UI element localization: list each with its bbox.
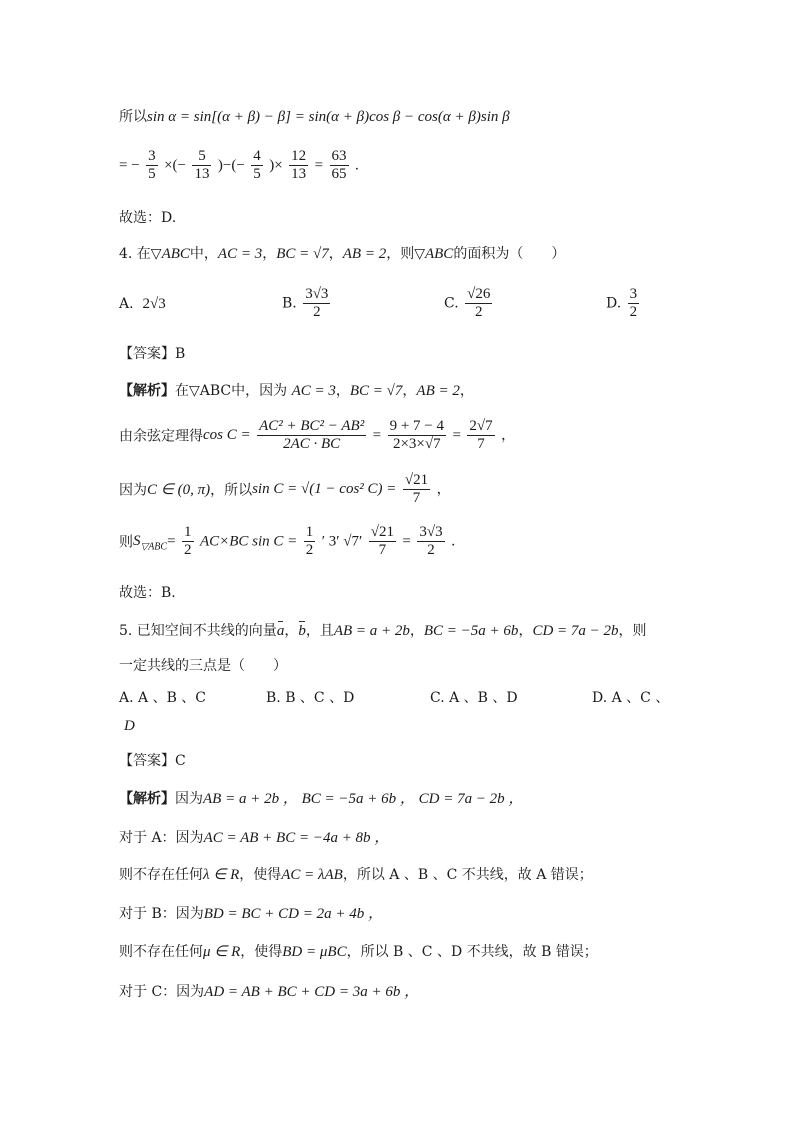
op: ×(− — [164, 157, 186, 174]
op: )−(− — [217, 157, 245, 174]
q5-option-d[interactable]: D. A 、C 、 — [592, 690, 670, 706]
op: . — [354, 157, 359, 174]
line-computation — [119, 148, 359, 183]
q4-option-a[interactable]: A. 2√3 — [119, 296, 166, 312]
q4-option-c[interactable]: C. $\frac{√26}{2}$ — [444, 286, 491, 320]
analysis-5-line1: 【解析】因为AB = a + 2b ， BC = −5a + 6b ， CD = 7a − 2b ， — [119, 791, 524, 807]
question-5-cont: 一定共线的三点是（ ） — [119, 658, 287, 674]
q4-option-d[interactable]: D. $\frac{3}{2}$ — [606, 286, 638, 320]
text: 所以 — [119, 109, 147, 125]
q4-option-b[interactable]: B. $\frac{3√3}{2}$ — [282, 286, 329, 320]
conclusion-b: 故选：B. — [119, 585, 176, 601]
fraction: $\frac{5}{13}$ — [194, 148, 210, 182]
answer-5: 【答案】C — [119, 753, 186, 769]
analysis-5-option-a-result: 则不存在任何λ ∈ R，使得AC = λAB，所以 A 、B 、C 不共线，故 A 错误； — [119, 867, 593, 883]
q5-option-a[interactable]: A. A 、B 、C — [119, 690, 207, 706]
q5-option-b[interactable]: B. B 、C 、D — [266, 690, 355, 706]
fraction: $\frac{4}{5}$ — [253, 148, 261, 182]
answer-4: 【答案】B — [119, 346, 186, 362]
fraction: $\frac{63}{65}$ — [331, 148, 347, 182]
conclusion-d: 故选：D. — [119, 210, 177, 226]
q5-option-c[interactable]: C. A 、B 、D — [430, 690, 518, 706]
fraction: $\frac{3}{5}$ — [148, 148, 156, 182]
op: )× — [269, 157, 283, 174]
op: = — [314, 157, 324, 174]
analysis-4-area: 则$S_{▽ABC}=$ $\frac{1}{2}$ AC×BC sin C = $\frac{1}{2}$ ′ 3′ √7′ $\frac{√21}{7}$ = $\frac{3√3}{2}$ . — [119, 524, 456, 558]
question-4: 4. 在▽ABC中，AC = 3，BC = √7，AB = 2，则▽ABC的面积为（ ） — [119, 246, 566, 262]
analysis-5-option-a: 对于 A：因为AC = AB + BC = −4a + 8b ， — [119, 830, 390, 846]
fraction: $\frac{12}{13}$ — [291, 148, 307, 182]
q5-option-d-cont: D — [124, 718, 135, 734]
analysis-4-cosine: 由余弦定理得cos C = $\frac{\text{AC² + BC² − AB²}}{2AC \cdot BC}$ = $\frac{9 + 7 - 4}{2\times 3\times√7}$ = $\frac{2√7}{7}$ ， — [119, 418, 516, 452]
line-sin-alpha — [119, 106, 510, 126]
analysis-4-sine: 因为C ∈ (0, π)，所以sin C = √(1 − cos² C) = $\frac{√21}{7}$ ， — [119, 472, 451, 506]
analysis-5-option-c: 对于 C：因为AD = AB + BC + CD = 3a + 6b ， — [119, 984, 420, 1000]
analysis-5-option-b-result: 则不存在任何μ ∈ R，使得BD = μBC，所以 B 、C 、D 不共线，故 B 错误； — [119, 944, 598, 960]
op: = − — [119, 157, 140, 174]
formula: sin α = sin[(α + β) − β] = sin(α + β)cos β − cos(α + β)sin β — [147, 109, 510, 125]
analysis-5-option-b: 对于 B：因为BD = BC + CD = 2a + 4b ， — [119, 906, 383, 922]
question-5: 5. 已知空间不共线的向量a，b，且AB = a + 2b，BC = −5a + 6b，CD = 7a − 2b，则 — [119, 623, 647, 639]
analysis-4-line1: 【解析】在▽ABC中，因为 AC = 3，BC = √7，AB = 2， — [119, 383, 474, 399]
